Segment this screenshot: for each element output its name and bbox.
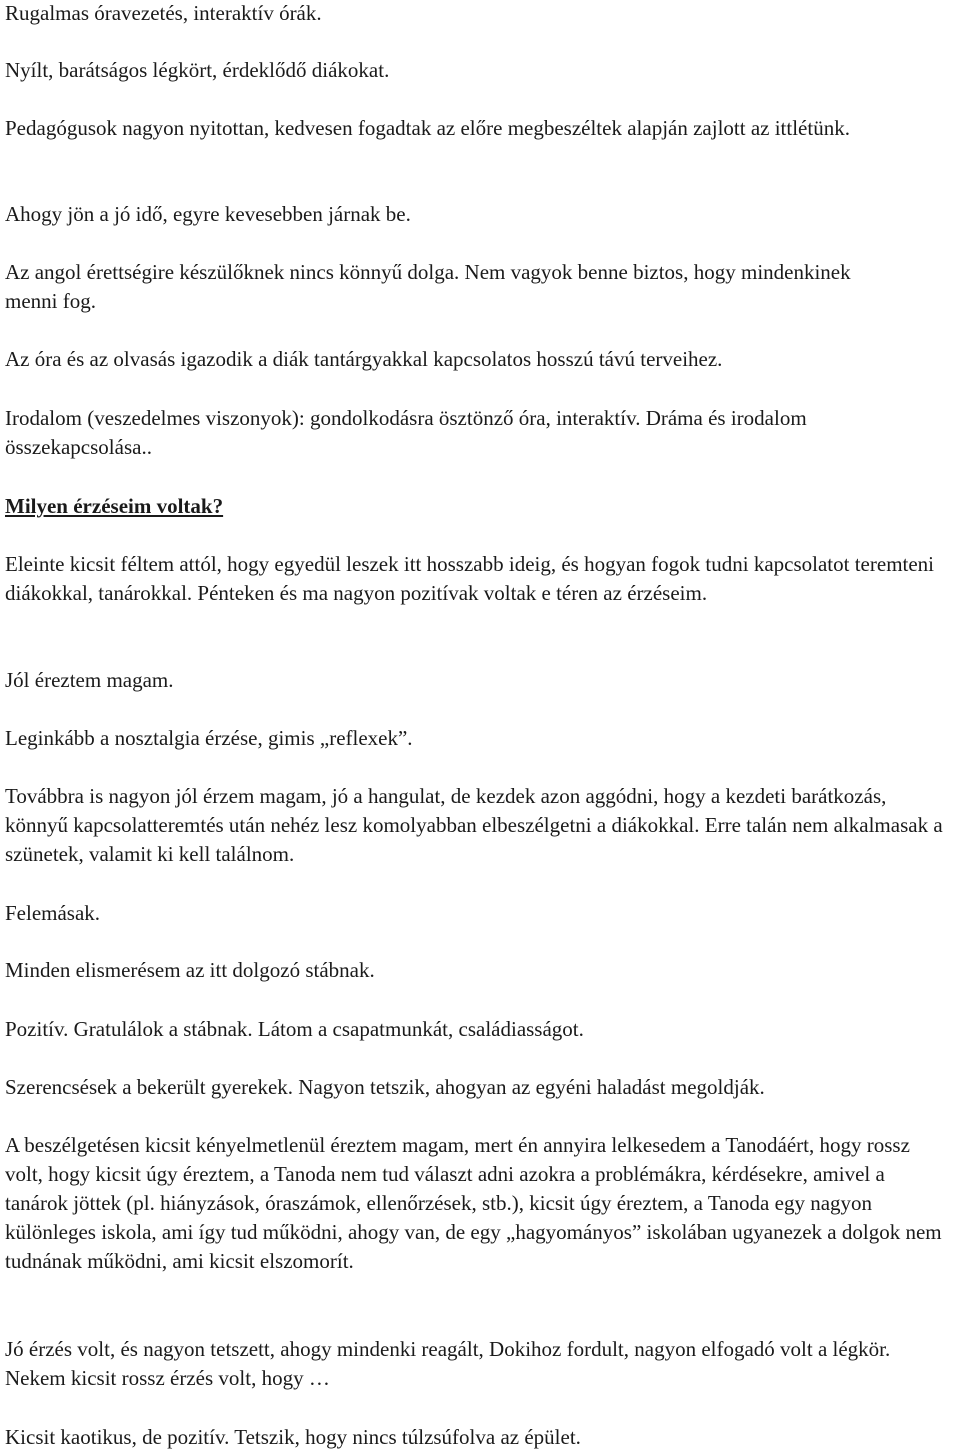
paragraph-18: Kicsit kaotikus, de pozitív. Tetszik, hogy nincs túlzsúfolva az épület. [5,1425,581,1449]
paragraph-15: Szerencsések a bekerült gyerekek. Nagyon tetszik, ahogyan az egyéni haladást megoldják. [5,1075,765,1099]
paragraph-17: Jó érzés volt, és nagyon tetszett, ahogy mindenki reagált, Dokihoz fordult, nagyon elfogadó volt a légkör. Nekem kicsit rossz érzés volt, hogy … [5,1337,891,1390]
paragraph-13: Minden elismerésem az itt dolgozó stábnak. [5,958,375,982]
paragraph-3: Pedagógusok nagyon nyitottan, kedvesen fogadtak az előre megbeszéltek alapján zajlott az ittlétünk. [5,116,850,140]
paragraph-2: Nyílt, barátságos légkört, érdeklődő diákokat. [5,58,390,82]
paragraph-11: Továbbra is nagyon jól érzem magam, jó a hangulat, de kezdek azon aggódni, hogy a kezdeti barátkozás, könnyű kapcsolatteremtés után nehéz lesz komolyabban elbeszélgetni a diákokkal. Erre talán nem alkalmasak a szünetek, valamit ki kell találnom. [5,784,943,866]
paragraph-4: Ahogy jön a jó idő, egyre kevesebben járnak be. [5,202,411,226]
paragraph-14: Pozitív. Gratulálok a stábnak. Látom a csapatmunkát, családiasságot. [5,1017,584,1041]
section-heading: Milyen érzéseim voltak? [5,494,224,518]
paragraph-9: Jól éreztem magam. [5,668,174,692]
paragraph-12: Felemásak. [5,901,101,925]
paragraph-1: Rugalmas óravezetés, interaktív órák. [5,1,322,25]
paragraph-5: Az angol érettségire készülőknek nincs könnyű dolga. Nem vagyok benne biztos, hogy mindenkinek menni fog. [5,260,851,313]
paragraph-8: Eleinte kicsit féltem attól, hogy egyedül leszek itt hosszabb ideig, és hogyan fogok tudni kapcsolatot teremteni diákokkal, tanárokkal. Pénteken és ma nagyon pozitívak voltak e téren az érzéseim. [5,552,935,605]
paragraph-10: Leginkább a nosztalgia érzése, gimis „reflexek”. [5,726,413,750]
paragraph-16: A beszélgetésen kicsit kényelmetlenül éreztem magam, mert én annyira lelkesedem a Tanodáért, hogy rossz volt, hogy kicsit úgy éreztem, a Tanoda nem tud választ adni azokra a problémákra, kérdésekre, amivel a tanárok jöttek (pl. hiányzások, óraszámok, ellenőrzések, stb.), kicsit úgy éreztem, a Tanoda egy nagyon különleges iskola, ami így tud működni, ahogy van, de egy „hagyományos” iskolában ugyanezek a dolgok nem tudnának működni, ami kicsit elszomorít. [5,1133,942,1273]
paragraph-6: Az óra és az olvasás igazodik a diák tantárgyakkal kapcsolatos hosszú távú terveihez. [5,347,723,371]
paragraph-7: Irodalom (veszedelmes viszonyok): gondolkodásra ösztönző óra, interaktív. Dráma és irodalom összekapcsolása.. [5,406,807,459]
